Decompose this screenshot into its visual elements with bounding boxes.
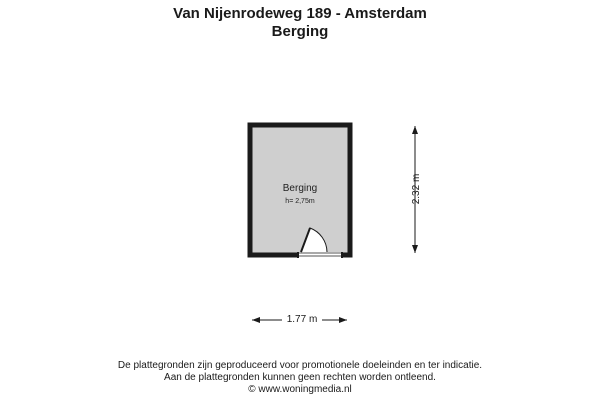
door-jamb-left: [297, 252, 299, 258]
dim-arrow-left: [252, 317, 260, 323]
dimension-width-label: 1.77 m: [282, 314, 322, 326]
copyright-line: © www.woningmedia.nl: [248, 384, 352, 395]
dim-arrow-top: [412, 126, 418, 134]
dimension-depth-label: 2.32 m: [411, 173, 422, 205]
room-height-label: h= 2,75m: [285, 198, 315, 205]
plan-title-floor: Berging: [271, 23, 329, 40]
dim-arrow-bottom: [412, 245, 418, 253]
dim-arrow-right: [339, 317, 347, 323]
plan-title-address: Van Nijenrodeweg 189 - Amsterdam: [173, 5, 427, 22]
room-name-label: Berging: [282, 183, 318, 194]
disclaimer-line-2: Aan de plattegronden kunnen geen rechten worden ontleend.: [164, 372, 436, 383]
door-jamb-right: [341, 252, 343, 258]
disclaimer-line-1: De plattegronden zijn geproduceerd voor promotionele doeleinden en ter indicatie.: [117, 360, 483, 371]
